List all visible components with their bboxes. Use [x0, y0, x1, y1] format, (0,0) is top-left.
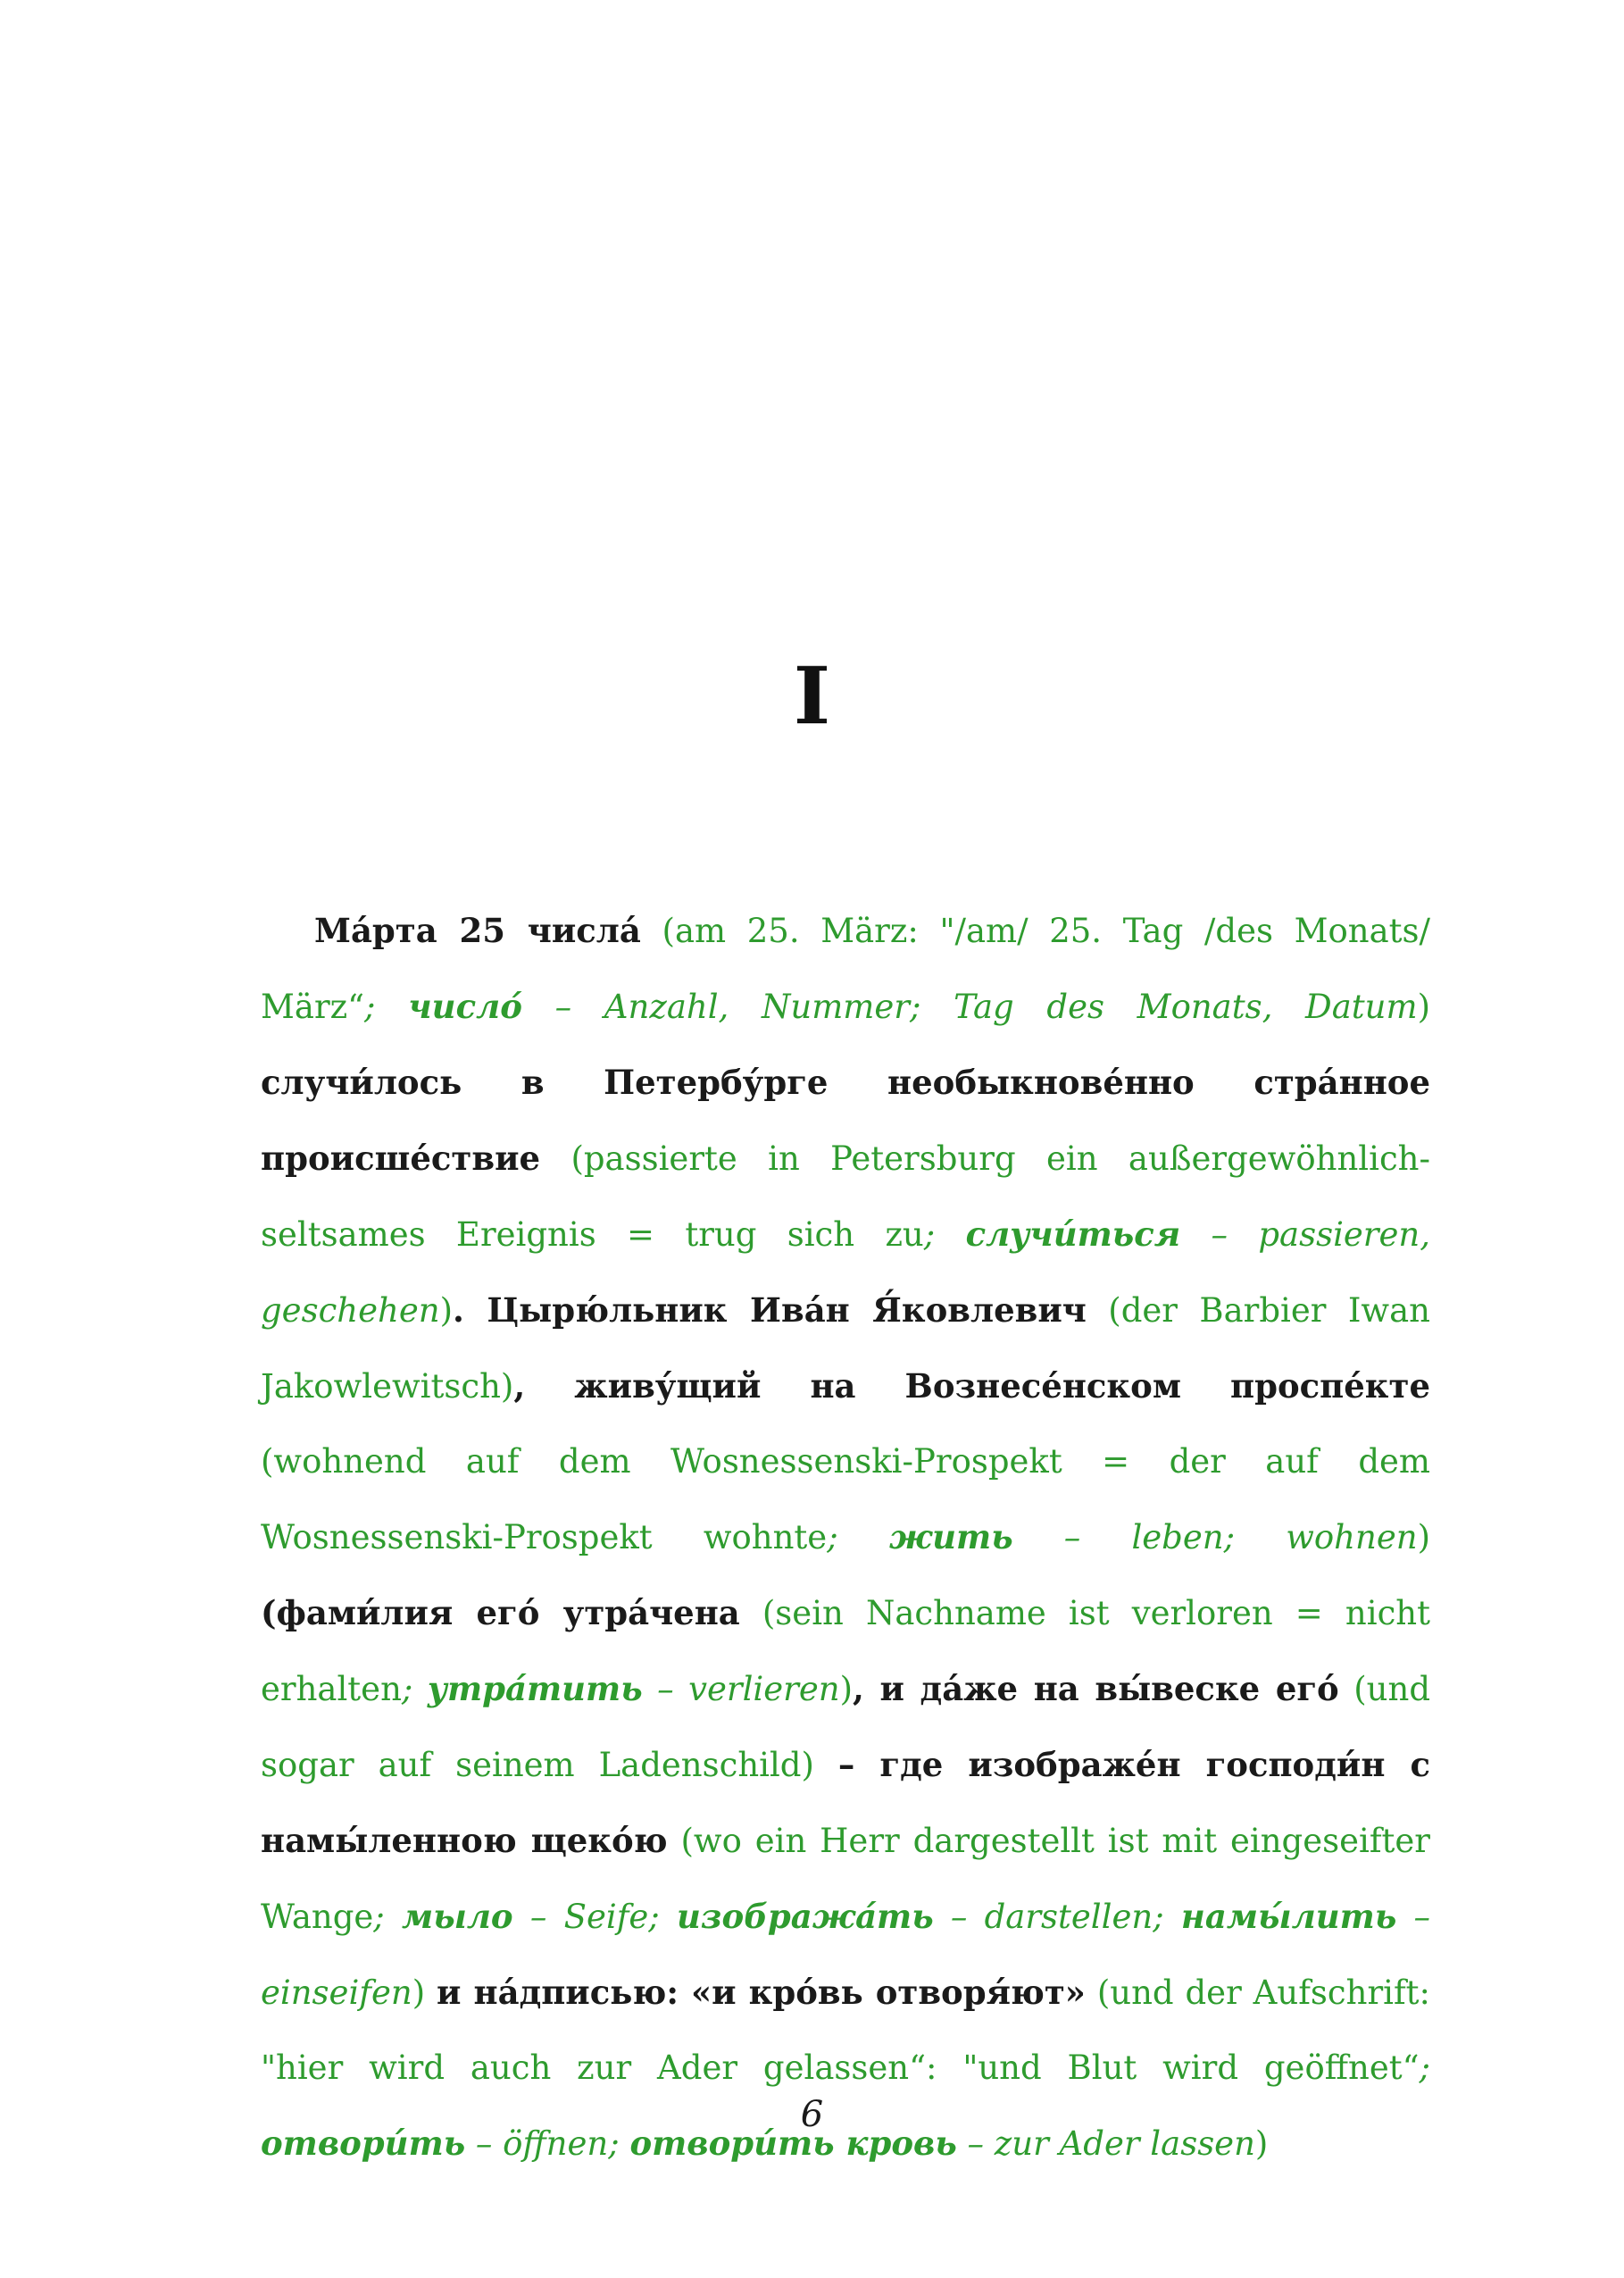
- german-translation: ): [839, 1670, 854, 1708]
- russian-text: , живу́щий на Вознесе́нском проспе́кте: [513, 1366, 1430, 1406]
- space: [641, 912, 662, 950]
- russian-text: – где изображе́н господи́н с намы́ленною щеко́ю: [261, 1745, 1430, 1860]
- german-translation: (und der Aufschrift: "hier wird auch zur Ader gelassen“: "und Blut wird geöffnet“: [261, 1973, 1430, 2087]
- german-translation: (wohnend auf dem Wosnessenski-Prospekt = der auf dem Wosnessenski-Prospekt wohnte: [261, 1442, 1430, 1556]
- german-translation: (am 25. März: "/am/ 25. Tag /des Monats/ März“: [261, 912, 1430, 1026]
- gloss-russian-word: мыло: [402, 1897, 513, 1936]
- gloss-russian-word: жить: [888, 1517, 1013, 1556]
- gloss-german-meaning: ;: [923, 1215, 966, 1254]
- gloss-german-meaning: ;: [364, 988, 409, 1026]
- gloss-german-meaning: – Seife;: [512, 1898, 677, 1936]
- german-translation: ): [1417, 988, 1431, 1026]
- gloss-russian-word: отвори́ть кровь: [629, 2124, 957, 2163]
- space: [1086, 1973, 1097, 2012]
- space: [1339, 1670, 1354, 1708]
- german-translation: (passierte in Petersburg ein außergewöhnlich-seltsames Ereignis = trug sich zu: [261, 1139, 1431, 1254]
- gloss-german-meaning: ;: [373, 1898, 403, 1936]
- gloss-russian-word: утра́тить: [427, 1669, 643, 1708]
- gloss-german-meaning: ;: [1419, 2049, 1430, 2087]
- gloss-german-meaning: – verlieren: [642, 1670, 840, 1708]
- german-translation: ): [439, 1291, 454, 1330]
- gloss-german-meaning: – einseifen: [261, 1898, 1431, 2012]
- russian-text: . Цырю́льник Ива́н Я́ковлевич: [453, 1290, 1087, 1330]
- russian-text: и на́дписью: «и кро́вь отворя́ют»: [437, 1973, 1086, 2012]
- russian-text: (фами́лия его́ утра́чена: [261, 1593, 740, 1632]
- space: [668, 1822, 681, 1860]
- german-translation: ): [1417, 1518, 1430, 1556]
- german-translation: (und sogar auf seinem Ladenschild): [261, 1670, 1430, 1784]
- gloss-german-meaning: – darstellen;: [933, 1898, 1181, 1936]
- body-paragraph: [261, 893, 1430, 2182]
- space: [540, 1139, 570, 1178]
- german-translation: (der Barbier Iwan Jakowlewitsch): [261, 1291, 1430, 1406]
- gloss-german-meaning: – leben; wohnen: [1012, 1518, 1418, 1556]
- gloss-russian-word: намы́лить: [1180, 1897, 1397, 1936]
- russian-text: , и да́же на вы́веске его́: [853, 1669, 1339, 1708]
- space: [1087, 1291, 1108, 1330]
- chapter-heading: I: [793, 649, 831, 742]
- space: [740, 1594, 762, 1632]
- russian-text: Ма́рта 25 числа́: [314, 911, 641, 950]
- space: [425, 1973, 437, 2012]
- german-translation: (sein Nachname ist verloren = nicht erhalten: [261, 1594, 1430, 1708]
- russian-text: случи́лось в Петербу́рге необыкнове́нно стра́нное происше́ствие: [261, 1063, 1430, 1178]
- german-translation: ): [1254, 2124, 1269, 2163]
- space: [814, 1746, 838, 1784]
- gloss-german-meaning: – passieren, geschehen: [261, 1215, 1430, 1330]
- gloss-german-meaning: – Anzahl, Nummer; Tag des Monats, Datum: [521, 988, 1418, 1026]
- gloss-german-meaning: – zur Ader lassen: [956, 2124, 1255, 2163]
- german-translation: (wo ein Herr dargestellt ist mit eingeseifter Wange: [261, 1822, 1430, 1936]
- gloss-german-meaning: ;: [401, 1670, 428, 1708]
- gloss-german-meaning: ;: [827, 1518, 889, 1556]
- gloss-german-meaning: – öffnen;: [465, 2124, 630, 2163]
- gloss-russian-word: изобража́ть: [677, 1897, 934, 1936]
- page-number: 6: [800, 2094, 824, 2135]
- gloss-russian-word: случи́ться: [965, 1214, 1181, 1254]
- gloss-russian-word: отвори́ть: [261, 2124, 466, 2163]
- german-translation: ): [412, 1973, 426, 2012]
- gloss-russian-word: число́: [408, 987, 522, 1026]
